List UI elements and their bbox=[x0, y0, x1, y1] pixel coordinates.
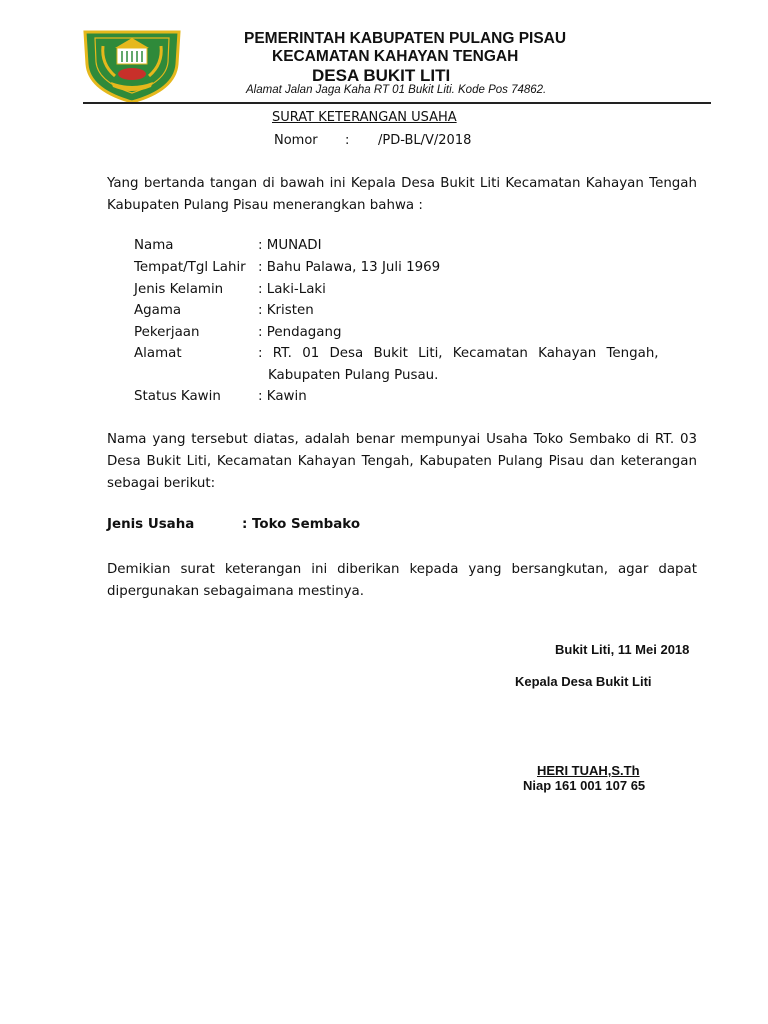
field-value-religion: : Kristen bbox=[258, 303, 314, 318]
field-value-address-cont: Kabupaten Pulang Pusau. bbox=[268, 368, 439, 383]
signatory-niap: Niap 161 001 107 65 bbox=[523, 778, 646, 793]
letterhead-regency: PEMERINTAH KABUPATEN PULANG PISAU bbox=[244, 30, 567, 47]
letter-number-label: Nomor bbox=[274, 133, 318, 148]
field-label-birth: Tempat/Tgl Lahir bbox=[134, 260, 246, 275]
field-value-address: : RT. 01 Desa Bukit Liti, Kecamatan Kahayan Tengah, bbox=[258, 346, 659, 361]
field-label-occupation: Pekerjaan bbox=[134, 325, 200, 340]
letter-title: SURAT KETERANGAN USAHA bbox=[272, 110, 457, 125]
letter-number-colon: : bbox=[345, 133, 350, 148]
business-type-label: Jenis Usaha bbox=[107, 517, 195, 532]
letterhead-district: KECAMATAN KAHAYAN TENGAH bbox=[272, 48, 519, 65]
letter-number-value: /PD-BL/V/2018 bbox=[378, 133, 472, 148]
field-label-gender: Jenis Kelamin bbox=[134, 282, 224, 297]
field-value-nama: : MUNADI bbox=[258, 238, 322, 253]
regency-emblem-logo bbox=[81, 24, 183, 104]
field-label-religion: Agama bbox=[134, 303, 182, 318]
business-type-value: : Toko Sembako bbox=[242, 517, 361, 532]
signature-place-date: Bukit Liti, 11 Mei 2018 bbox=[555, 642, 690, 657]
field-label-marital: Status Kawin bbox=[134, 389, 221, 404]
field-value-marital: : Kawin bbox=[258, 389, 307, 404]
field-value-birth: : Bahu Palawa, 13 Juli 1969 bbox=[258, 260, 441, 275]
statement-paragraph: Nama yang tersebut diatas, adalah benar mempunyai Usaha Toko Sembako di RT. 03 Desa Bukit Liti, Kecamatan Kahayan Tengah, Kabupaten Pulang Pisau dan keterangan sebagai berikut: bbox=[107, 432, 697, 491]
letterhead-divider bbox=[83, 102, 711, 104]
field-label-address: Alamat bbox=[134, 346, 182, 361]
field-value-gender: : Laki-Laki bbox=[258, 282, 326, 297]
letterhead-address: Alamat Jalan Jaga Kaha RT 01 Bukit Liti. Kode Pos 74862. bbox=[246, 84, 547, 96]
field-value-occupation: : Pendagang bbox=[258, 325, 342, 340]
signatory-name: HERI TUAH,S.Th bbox=[537, 763, 640, 778]
signature-position: Kepala Desa Bukit Liti bbox=[515, 674, 652, 689]
closing-paragraph: Demikian surat keterangan ini diberikan kepada yang bersangkutan, agar dapat dipergunakan sebagaimana mestinya. bbox=[107, 562, 697, 599]
field-label-nama: Nama bbox=[134, 238, 174, 253]
opening-paragraph: Yang bertanda tangan di bawah ini Kepala Desa Bukit Liti Kecamatan Kahayan Tengah Kabupaten Pulang Pisau menerangkan bahwa : bbox=[107, 176, 697, 213]
letterhead-village: DESA BUKIT LITI bbox=[312, 66, 451, 85]
